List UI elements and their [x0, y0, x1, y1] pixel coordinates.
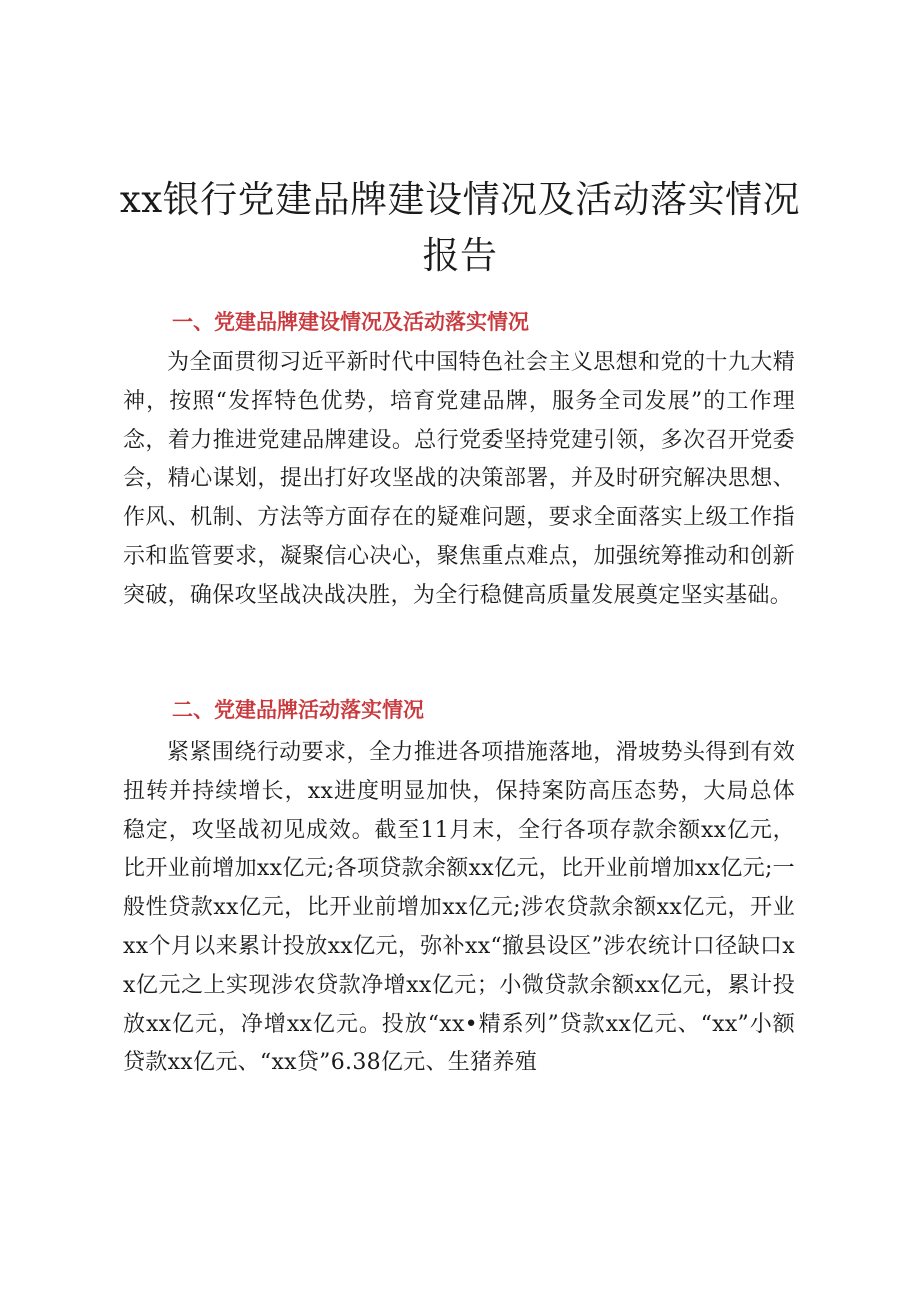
section-2-paragraph: 紧紧围绕行动要求，全力推进各项措施落地，滑坡势头得到有效扭转并持续增长，xx进度明显加快，保持案防高压态势，大局总体稳定，攻坚战初见成效。截至11月末，全行各项存款余额xx亿元，比开业前增加xx亿元;各项贷款余额xx亿元，比开业前增加xx亿元;一般性贷款xx亿元，比开业前增加xx亿元;涉农贷款余额xx亿元，开业xx个月以来累计投放xx亿元，弥补xx“撤县设区”涉农统计口径缺口xx亿元之上实现涉农贷款净增xx亿元；小微贷款余额xx亿元，累计投放xx亿元，净增xx亿元。投放“xx•精系列”贷款xx亿元、“xx”小额贷款xx亿元、“xx贷”6.38亿元、生猪养殖 — [123, 740, 795, 1076]
section-1-paragraph: 为全面贯彻习近平新时代中国特色社会主义思想和党的十九大精神，按照“发挥特色优势，培育党建品牌，服务全司发展”的工作理念，着力推进党建品牌建设。总行党委坚持党建引领，多次召开党委会，精心谋划，提出打好攻坚战的决策部署，并及时研究解决思想、作风、机制、方法等方面存在的疑难问题，要求全面落实上级工作指示和监管要求，凝聚信心决心，聚焦重点难点，加强统筹推动和创新突破，确保攻坚战决战决胜，为全行稳健高质量发展奠定坚实基础。 — [123, 350, 795, 608]
section-1-heading: 一、党建品牌建设情况及活动落实情况 — [172, 309, 529, 334]
section-2-heading: 二、党建品牌活动落实情况 — [172, 697, 424, 722]
document-title: xx银行党建品牌建设情况及活动落实情况报告 — [119, 178, 801, 277]
